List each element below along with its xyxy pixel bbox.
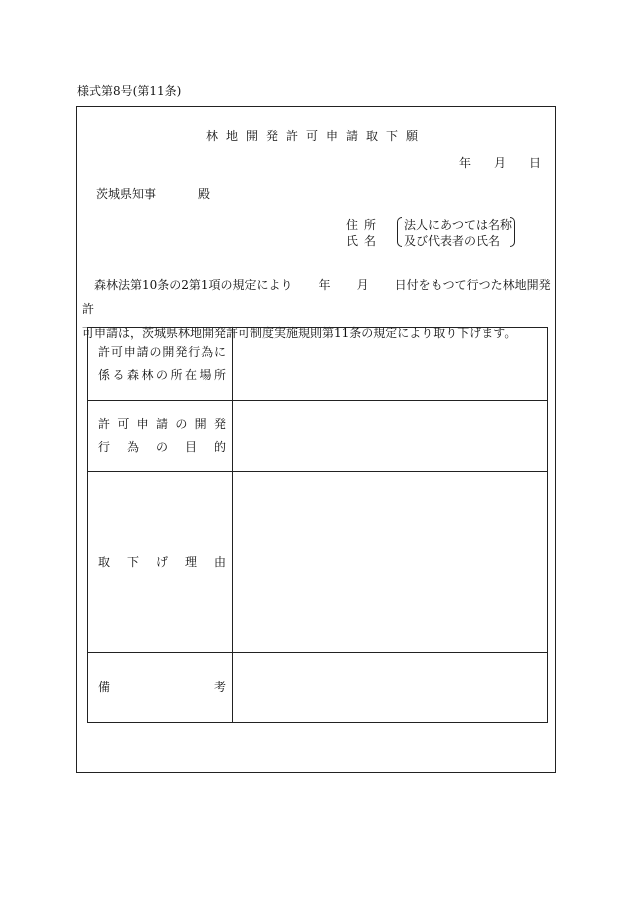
forest-location-field[interactable]	[233, 328, 548, 401]
table-row	[88, 401, 548, 472]
form-frame	[76, 106, 556, 773]
table-row	[88, 328, 548, 401]
table-row	[88, 653, 548, 723]
remarks-field[interactable]	[233, 653, 548, 723]
table-row	[88, 472, 548, 653]
corporation-note-line2: 及び代表者の氏名	[404, 234, 501, 248]
withdrawal-details-table	[87, 327, 548, 723]
statement-part2: 日付をもつて行つた林地開発許	[82, 278, 551, 316]
statement-month: 月	[356, 278, 369, 292]
withdrawal-reason-label: 取下げ理由	[88, 472, 233, 653]
form-number: 様式第8号(第11条)	[77, 84, 182, 98]
development-purpose-field[interactable]	[233, 401, 548, 472]
addressee-name: 茨城県知事	[96, 187, 157, 201]
date-day-label: 日	[529, 156, 542, 170]
development-purpose-label: 許可申請の開発 行為の目的	[88, 401, 233, 472]
note-bracket-right	[510, 217, 515, 247]
statement-part1: 森林法第10条の2第1項の規定により	[94, 278, 293, 292]
name-label: 氏名	[346, 234, 383, 248]
address-label: 住所	[346, 218, 383, 232]
statement-part3: 可申請は，茨城県林地開発許可制度実施規則第11条の規定により取り下げます。	[82, 326, 517, 340]
withdrawal-reason-field[interactable]	[233, 472, 548, 653]
date-year-label: 年	[459, 156, 472, 170]
addressee	[96, 187, 210, 201]
addressee-honorific: 殿	[198, 187, 211, 201]
corporation-note-line1: 法人にあつては名称	[404, 218, 513, 232]
forest-location-label: 許可申請の開発行為に 係る森林の所在場所	[88, 328, 233, 401]
form-title: 林地開発許可申請取下願	[205, 129, 426, 143]
statement-year: 年	[318, 278, 331, 292]
note-bracket-left	[397, 217, 402, 247]
remarks-label: 備考	[88, 653, 233, 723]
date-month-label: 月	[494, 156, 507, 170]
